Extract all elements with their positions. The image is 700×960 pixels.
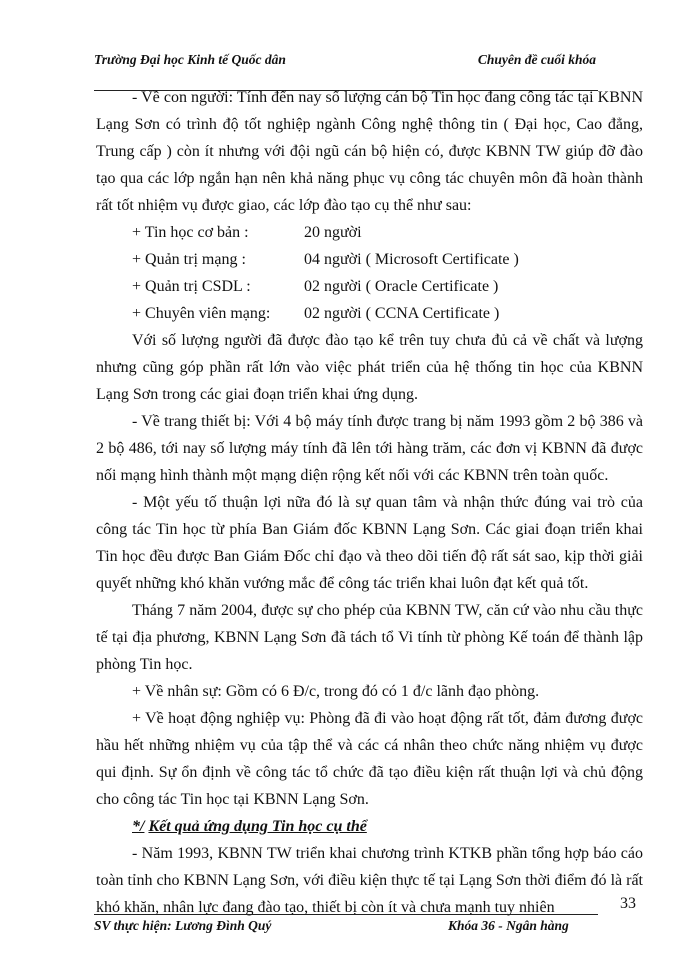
training-count: 04 người ( Microsoft Certificate ) xyxy=(304,251,519,268)
training-list-item xyxy=(96,219,643,246)
training-count: 20 người xyxy=(304,224,362,241)
footer-divider xyxy=(94,914,598,915)
section-heading-prefix: */ xyxy=(132,818,145,835)
paragraph-training-summary: Với số lượng người đã được đào tạo kể trên tuy chưa đủ cả về chất và lượng nhưng cũng góp phần rất lớn vào việc phát triển của hệ thống tin học của KBNN Lạng Sơn trong các giai đoạn triển khai ứng dụng. xyxy=(96,332,643,403)
page-footer xyxy=(94,918,598,940)
training-list-item xyxy=(96,246,643,273)
page-number: 33 xyxy=(620,895,636,912)
footer-course: Khóa 36 - Ngân hàng xyxy=(448,918,569,933)
training-list-item xyxy=(96,300,643,327)
training-count: 02 người ( Oracle Certificate ) xyxy=(304,278,499,295)
page-body xyxy=(96,84,643,921)
training-list xyxy=(96,219,643,327)
training-list-item xyxy=(96,273,643,300)
paragraph-management-support: - Một yếu tố thuận lợi nữa đó là sự quan tâm và nhận thức đúng vai trò của công tác Tin học từ phía Ban Giám đốc KBNN Lạng Sơn. Các giai đoạn triển khai Tin học đều được Ban Giám Đốc chỉ đạo và theo dõi tiến độ rất sát sao, kịp thời giải quyết những khó khăn vướng mắc để công tác triển khai luôn đạt kết quả tốt. xyxy=(96,494,643,592)
training-course: + Tin học cơ bản : xyxy=(132,224,249,241)
header-document-type: Chuyên đề cuối khóa xyxy=(477,52,596,67)
paragraph-it-department: Tháng 7 năm 2004, được sự cho phép của KBNN TW, căn cứ vào nhu cầu thực tế tại địa phương, KBNN Lạng Sơn đã tách tổ Vi tính từ phòng Kế toán để thành lập phòng Tin học. xyxy=(96,602,643,673)
paragraph-1993-rollout: - Năm 1993, KBNN TW triển khai chương trình KTKB phần tổng hợp báo cáo toàn tỉnh cho KBNN Lạng Sơn, với điều kiện thực tế tại Lạng Sơn thời điểm đó là rất khó khăn, nhân lực đang đào tạo, thiết bị còn ít và chưa mạnh tuy nhiên xyxy=(96,845,643,916)
training-course: + Chuyên viên mạng: xyxy=(132,305,271,322)
header-university: Trường Đại học Kinh tế Quốc dân xyxy=(94,52,286,67)
section-heading-title: Kết quả ứng dụng Tin học cụ thể xyxy=(148,818,367,835)
page-header xyxy=(94,52,598,74)
paragraph-personnel: - Về con người: Tính đến nay số lượng cán bộ Tin học đang công tác tại KBNN Lạng Sơn có trình độ tốt nghiệp ngành Công nghệ thông tin ( Đại học, Cao đẳng, Trung cấp ) còn ít nhưng với đội ngũ cán bộ hiện có, được KBNN TW giúp đỡ đào tạo qua các lớp ngắn hạn nên khả năng phục vụ công tác chuyên môn đã hoàn thành rất tốt nhiệm vụ được giao, các lớp đào tạo cụ thể như sau: xyxy=(96,89,643,214)
paragraph-staffing: + Về nhân sự: Gồm có 6 Đ/c, trong đó có 1 đ/c lãnh đạo phòng. xyxy=(132,683,540,700)
footer-student: SV thực hiện: Lương Đình Quý xyxy=(94,918,272,933)
training-course: + Quản trị mạng : xyxy=(132,251,246,268)
training-count: 02 người ( CCNA Certificate ) xyxy=(304,305,500,322)
paragraph-operations: + Về hoạt động nghiệp vụ: Phòng đã đi vào hoạt động rất tốt, đảm đương được hầu hết những nhiệm vụ của tập thể và các cá nhân theo chức năng nhiệm vụ được qui định. Sự ổn định về công tác tổ chức đã tạo điều kiện rất thuận lợi và chủ động cho công tác Tin học tại KBNN Lạng Sơn. xyxy=(96,710,643,808)
paragraph-equipment: - Về trang thiết bị: Với 4 bộ máy tính được trang bị năm 1993 gồm 2 bộ 386 và 2 bộ 486, tới nay số lượng máy tính đã lên tới hàng trăm, các đơn vị KBNN đã được nối mạng hình thành một mạng diện rộng kết nối với các KBNN trên toàn quốc. xyxy=(96,413,643,484)
section-heading xyxy=(96,813,643,840)
training-course: + Quản trị CSDL : xyxy=(132,278,251,295)
